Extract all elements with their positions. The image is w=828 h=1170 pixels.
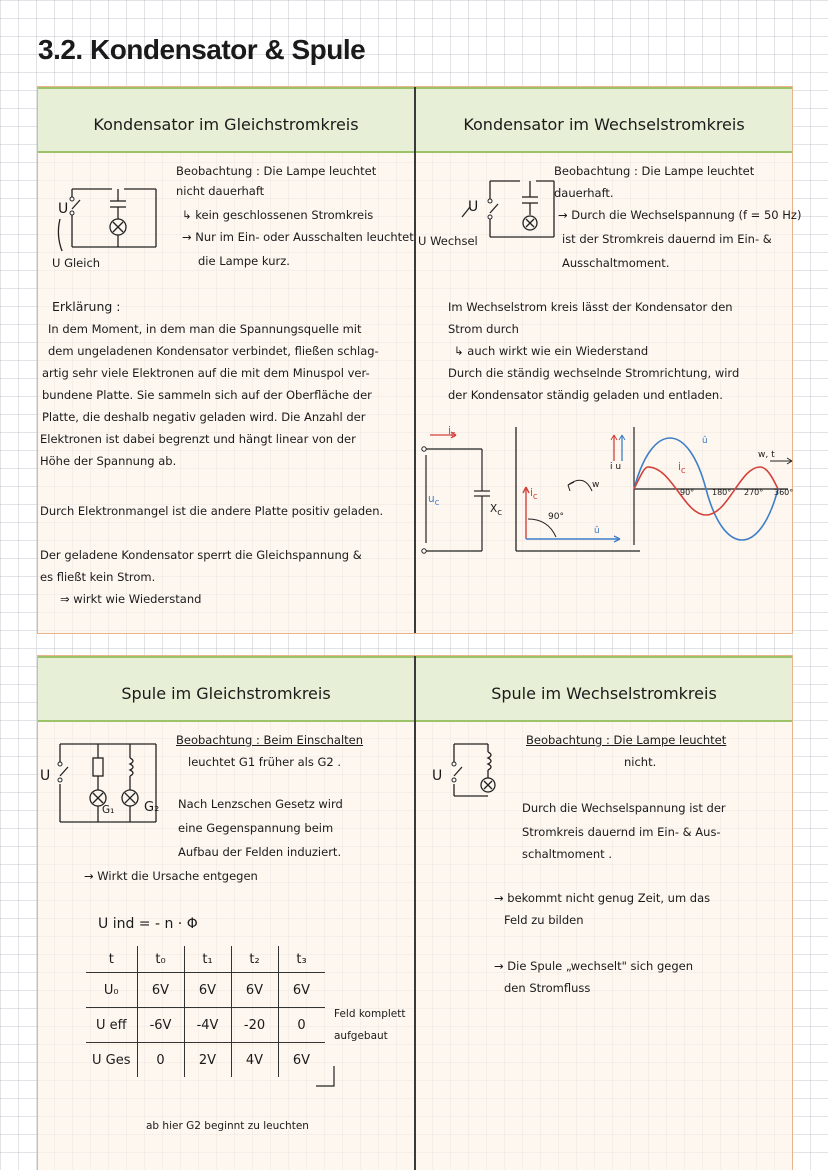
ab-hier-note: ab hier G2 beginnt zu leuchten	[146, 1120, 309, 1132]
sine-ic-label: $i_c$	[678, 461, 686, 477]
feld-komplett-0: Feld komplett	[334, 1008, 406, 1020]
kondensator-gleich-expl-7: Höhe der Spannung ab.	[40, 454, 177, 468]
table-cell: 0	[137, 1043, 184, 1078]
kondensator-gleich-expl-6: Elektronen ist dabei begrenzt und hängt linear von der	[40, 432, 356, 446]
spule-gleich-lenz-2: Aufbau der Felden induziert.	[178, 845, 342, 859]
tick-270: 270°	[744, 488, 764, 497]
diagram-xc-label: $X_c$	[490, 503, 503, 519]
kondensator-wechsel-expl-2: ↳ auch wirkt wie ein Wiederstand	[454, 344, 649, 358]
tick-90: 90°	[680, 488, 695, 497]
heading-kondensator-gleich: Kondensator im Gleichstromkreis	[93, 115, 359, 134]
kondensator-gleich-expl-1: In dem Moment, in dem man die Spannungsquelle mit	[48, 322, 362, 336]
phasor-angle-label: 90°	[548, 512, 564, 522]
spule-wechsel-wechselt-1: den Stromfluss	[504, 981, 591, 995]
tick-360: 360°	[774, 488, 794, 497]
kondensator-wechsel-obs-5: Ausschaltmoment.	[562, 256, 670, 270]
spule-gleich-obs-2: leuchtet G1 früher als G2 .	[188, 755, 342, 769]
kondensator-gleich-u-label: U	[58, 201, 69, 217]
spule-wechsel-u-label: U	[432, 768, 443, 784]
kondensator-wechsel-label: U Wechsel	[418, 234, 478, 248]
spule-formula: U ind = - n · Φ	[98, 916, 198, 932]
spule-gleich-circuit	[38, 736, 178, 836]
table-cell: U₀	[86, 973, 137, 1008]
spule-g2-label: G₂	[144, 800, 160, 815]
phasor-w-label: w	[592, 480, 600, 490]
sine-u-hat-label: û	[702, 436, 708, 446]
spule-gleich-u-label: U	[40, 768, 51, 784]
spule-wechsel-obs-1: Beobachtung : Die Lampe leuchtet	[526, 733, 727, 747]
spule-wechsel-zeit-0: → bekommt nicht genug Zeit, um das	[494, 891, 711, 905]
spule-wechsel-expl-2: schaltmoment .	[522, 847, 612, 861]
kondensator-wechsel-circuit	[436, 167, 576, 277]
spule-section	[37, 655, 793, 1170]
kondensator-wechsel-u-label: U	[468, 199, 479, 215]
table-header-t2: t₂	[231, 946, 278, 973]
heading-spule-wechsel: Spule im Wechselstromkreis	[491, 684, 717, 703]
spule-wechsel-expl-1: Stromkreis dauernd im Ein- & Aus-	[522, 825, 721, 839]
diagram-ic-label: $i_c$	[448, 425, 456, 441]
kondensator-gleich-positiv: Durch Elektronmangel ist die andere Platte positiv geladen.	[40, 504, 384, 518]
heading-kondensator-wechsel: Kondensator im Wechselstromkreis	[463, 115, 745, 134]
table-header-t: t	[86, 946, 137, 973]
kondensator-wechsel-obs-3: → Durch die Wechselspannung (f = 50 Hz)	[558, 208, 802, 222]
kondensator-wechsel-obs-2: dauerhaft.	[554, 186, 614, 200]
kondensator-wechsel-obs-1: Beobachtung : Die Lampe leuchtet	[554, 164, 755, 178]
kondensator-wechsel-expl-3: Durch die ständig wechselnde Stromrichtung, wird	[448, 366, 740, 380]
table-cell: -20	[231, 1008, 278, 1043]
tick-180: 180°	[712, 488, 732, 497]
kondensator-gleich-obs-5: die Lampe kurz.	[198, 254, 290, 268]
table-cell: 6V	[278, 973, 325, 1008]
table-cell: U eff	[86, 1008, 137, 1043]
table-cell: 6V	[137, 973, 184, 1008]
spule-gleich-lenz-1: eine Gegenspannung beim	[178, 821, 334, 835]
kondensator-gleich-expl-2: dem ungeladenen Kondensator verbindet, fließen schlag-	[48, 344, 379, 358]
heading-spule-gleich: Spule im Gleichstromkreis	[121, 684, 331, 703]
kondensator-gleich-label: U Gleich	[52, 256, 101, 270]
kondensator-wechsel-expl-4: der Kondensator ständig geladen und entladen.	[448, 388, 723, 402]
table-cell: -4V	[184, 1008, 231, 1043]
spule-values-table	[86, 946, 325, 1077]
table-cell: 6V	[278, 1043, 325, 1078]
table-cell: U Ges	[86, 1043, 137, 1078]
kondensator-gleich-sperrt-0: Der geladene Kondensator sperrt die Gleichspannung &	[40, 548, 362, 562]
spule-g1-label: G₁	[102, 804, 115, 816]
spule-wechsel-expl-0: Durch die Wechselspannung ist der	[522, 801, 726, 815]
sine-wt-label: w, t	[758, 450, 775, 460]
spule-wechsel-wechselt-0: → Die Spule „wechselt" sich gegen	[494, 959, 694, 973]
table-header-t0: t₀	[137, 946, 184, 973]
table-cell: 6V	[231, 973, 278, 1008]
spule-gleich-obs-1: Beobachtung : Beim Einschalten	[176, 733, 364, 747]
table-header-t1: t₁	[184, 946, 231, 973]
kondensator-gleich-expl-4: bundene Platte. Sie sammeln sich auf der Oberfläche der	[42, 388, 372, 402]
phasor-ic-label: $i_c$	[530, 487, 538, 503]
kondensator-gleich-expl-0: Erklärung :	[52, 299, 121, 314]
spule-gleich-ursache: → Wirkt die Ursache entgegen	[84, 869, 258, 883]
table-cell: 2V	[184, 1043, 231, 1078]
sine-iu-label: i u	[610, 462, 622, 472]
diagram-uc-label: $u_c$	[428, 493, 440, 509]
kondensator-gleich-sperrt-2: ⇒ wirkt wie Wiederstand	[60, 592, 202, 606]
kondensator-gleich-expl-5: Platte, die deshalb negativ geladen wird. Die Anzahl der	[42, 410, 366, 424]
kondensator-gleich-obs-4: → Nur im Ein- oder Ausschalten leuchtet	[182, 230, 414, 244]
feld-komplett-1: aufgebaut	[334, 1030, 388, 1042]
kondensator-section	[37, 86, 802, 634]
kondensator-wechsel-expl-1: Strom durch	[448, 322, 519, 336]
spule-divider	[414, 656, 416, 1170]
table-cell: 6V	[184, 973, 231, 1008]
kondensator-wechsel-obs-4: ist der Stromkreis dauernd im Ein- &	[562, 232, 772, 246]
table-cell: 4V	[231, 1043, 278, 1078]
spule-wechsel-obs-2: nicht.	[624, 755, 657, 769]
kondensator-gleich-sperrt-1: es fließt kein Strom.	[40, 570, 156, 584]
kondensator-gleich-expl-3: artig sehr viele Elektronen auf die mit dem Minuspol ver-	[42, 366, 370, 380]
spule-gleich-lenz-0: Nach Lenzschen Gesetz wird	[178, 797, 343, 811]
table-cell: -6V	[137, 1008, 184, 1043]
spule-wechsel-zeit-1: Feld zu bilden	[504, 913, 584, 927]
kondensator-divider	[414, 87, 416, 633]
kondensator-gleich-obs-2: nicht dauerhaft	[176, 184, 265, 198]
table-cell: 0	[278, 1008, 325, 1043]
table-header-t3: t₃	[278, 946, 325, 973]
kondensator-wechsel-expl-0: Im Wechselstrom kreis lässt der Kondensator den	[448, 300, 733, 314]
kondensator-gleich-obs-3: ↳ kein geschlossenen Stromkreis	[182, 208, 374, 222]
phasor-u-hat-label: û	[594, 526, 600, 536]
page-title: 3.2. Kondensator & Spule	[38, 34, 366, 65]
feld-arrow	[314, 1060, 344, 1090]
kondensator-gleich-obs-1: Beobachtung : Die Lampe leuchtet	[176, 164, 377, 178]
